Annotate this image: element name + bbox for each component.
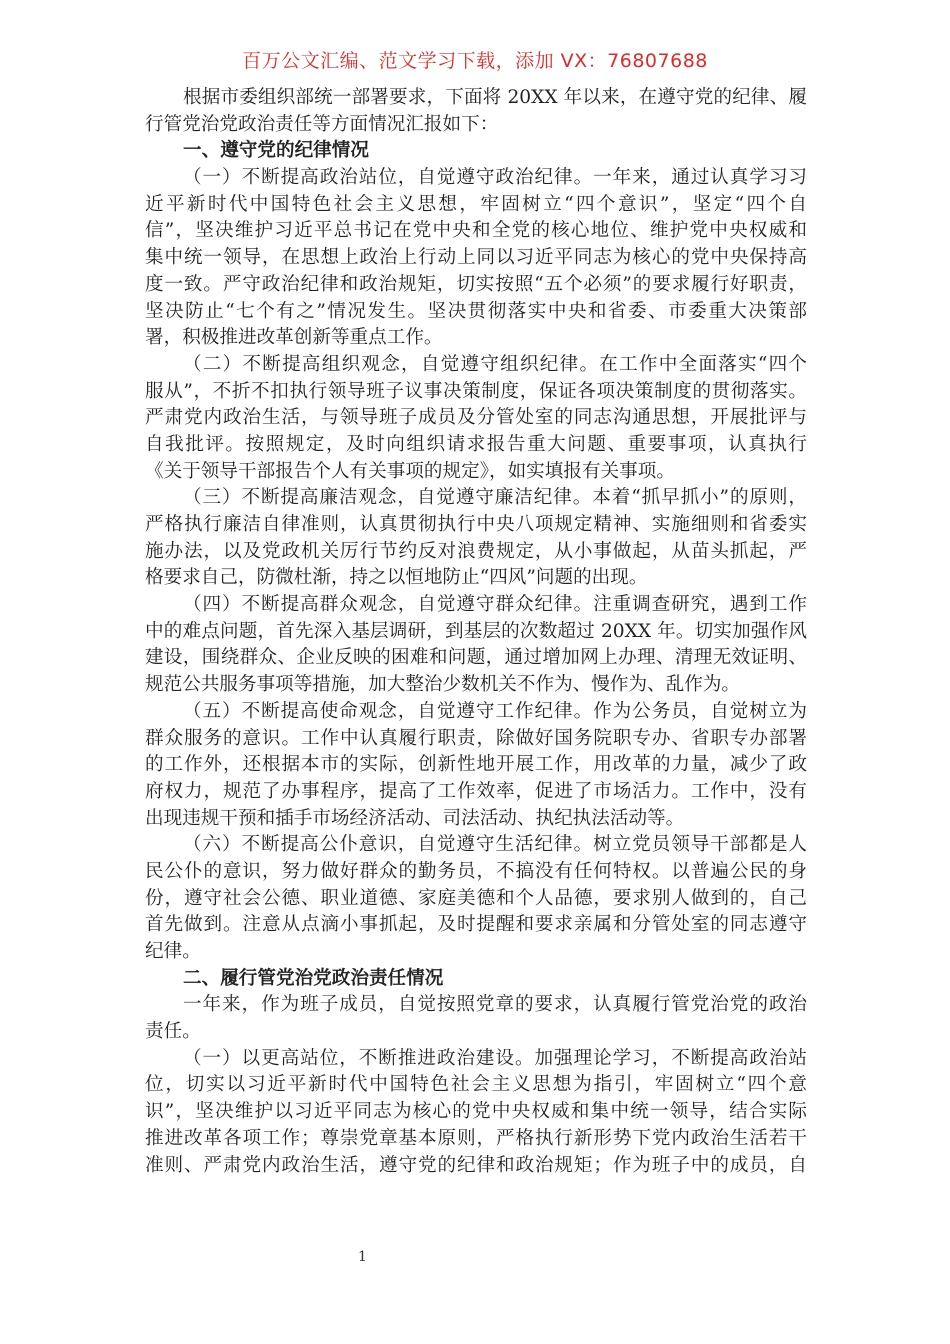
section-heading: [145, 138, 807, 165]
text-line: 责任。: [145, 1021, 201, 1043]
text-line: （四）不断提高群众观念，自觉遵守群众纪律。注重调查研究，遇到工作: [183, 594, 807, 616]
paragraph: [145, 165, 807, 352]
text-line: 中的难点问题，首先深入基层调研，到基层的次数超过 20XX 年。切实加强作风: [145, 620, 807, 642]
text-line: 位，切实以习近平新时代中国特色社会主义思想为指引，牢固树立“四个意: [145, 1074, 807, 1096]
text-line: 严格执行廉洁自律准则，认真贯彻执行中央八项规定精神、实施细则和省委实: [145, 514, 807, 535]
text-line: （六）不断提高公仆意识，自觉遵守生活纪律。树立党员领导干部都是人: [183, 834, 807, 856]
text-line: （一）不断提高政治站位，自觉遵守政治纪律。一年来，通过认真学习习: [183, 167, 807, 189]
watermark-header: 百万公文汇编、范文学习下载，添加 VX：76807688: [242, 50, 708, 72]
text-line: 府权力，规范了办事程序，提高了工作效率，促进了市场活力。工作中，没有: [145, 780, 807, 802]
paragraph: [145, 992, 807, 1045]
paragraph: [145, 352, 807, 485]
text-line: 服从”，不折不扣执行领导班子议事决策制度，保证各项决策制度的贯彻落实。: [145, 380, 807, 402]
text-line: 署，积极推进改革创新等重点工作。: [145, 327, 443, 349]
text-line: 民公仆的意识，努力做好群众的勤务员，不搞没有任何特权。以普遍公民的身: [145, 860, 807, 882]
text-line: 推进改革各项工作；尊崇党章基本原则，严格执行新形势下党内政治生活若干: [145, 1127, 807, 1149]
text-line: 一、遵守党的纪律情况: [183, 140, 369, 162]
text-line: 群众服务的意识。工作中认真履行职责，除做好国务院职专办、省职专办部署: [145, 727, 807, 749]
text-line: 坚决防止“七个有之”情况发生。坚决贯彻落实中央和省委、市委重大决策部: [145, 300, 807, 322]
paragraph: [145, 85, 807, 138]
page-number: 1: [358, 1249, 367, 1265]
text-line: 自我批评。按照规定，及时向组织请求报告重大问题、重要事项，认真执行: [145, 433, 807, 455]
document-body: [145, 85, 807, 1179]
text-line: 信”，坚决维护习近平总书记在党中央和全党的核心地位、维护党中央权威和: [145, 220, 807, 242]
text-line: （三）不断提高廉洁观念，自觉遵守廉洁纪律。本着“抓早抓小”的原则，: [183, 487, 807, 509]
paragraph: [145, 699, 807, 832]
text-line: 近平新时代中国特色社会主义思想，牢固树立“四个意识”，坚定“四个自: [145, 193, 807, 215]
text-line: 严肃党内政治生活，与领导班子成员及分管处室的同志沟通思想，开展批评与: [145, 407, 807, 429]
paragraph: [145, 832, 807, 965]
paragraph: [145, 1046, 807, 1179]
text-line: 识”，坚决维护以习近平同志为核心的党中央权威和集中统一领导，结合实际: [145, 1101, 807, 1123]
paragraph: [145, 485, 807, 592]
text-line: 准则、严肃党内政治生活，遵守党的纪律和政治规矩；作为班子中的成员，自: [145, 1154, 807, 1176]
text-line: 的工作外，还根据本市的实际，创新性地开展工作，用改革的力量，减少了政: [145, 754, 807, 776]
text-line: 《关于领导干部报告个人有关事项的规定》，如实填报有关事项。: [145, 460, 675, 482]
text-line: 二、履行管党治党政治责任情况: [183, 967, 444, 989]
text-line: 建设，围绕群众、企业反映的困难和问题，通过增加网上办理、清理无效证明、: [145, 647, 807, 669]
text-line: （五）不断提高使命观念，自觉遵守工作纪律。作为公务员，自觉树立为: [183, 700, 807, 722]
text-line: 份，遵守社会公德、职业道德、家庭美德和个人品德，要求别人做到的，自己: [145, 887, 807, 909]
text-line: 根据市委组织部统一部署要求，下面将 20XX 年以来，在遵守党的纪律、履: [183, 87, 807, 108]
text-line: 纪律。: [145, 941, 201, 962]
text-line: （二）不断提高组织观念，自觉遵守组织纪律。在工作中全面落实“四个: [183, 353, 807, 375]
section-heading: [145, 966, 807, 993]
text-line: 集中统一领导，在思想上政治上行动上同以习近平同志为核心的党中央保持高: [145, 247, 807, 269]
text-line: 出现违规干预和插手市场经济活动、司法活动、执纪执法活动等。: [145, 807, 685, 829]
text-line: 首先做到。注意从点滴小事抓起，及时提醒和要求亲属和分管处室的同志遵守: [145, 914, 807, 936]
text-line: （一）以更高站位，不断推进政治建设。加强理论学习，不断提高政治站: [183, 1047, 807, 1069]
text-line: 度一致。严守政治纪律和政治规矩，切实按照“五个必须”的要求履行好职责，: [145, 273, 807, 295]
paragraph: [145, 592, 807, 699]
text-line: 规范公共服务事项等措施，加大整治少数机关不作为、慢作为、乱作为。: [145, 674, 741, 696]
text-line: 施办法，以及党政机关厉行节约反对浪费规定，从小事做起，从苗头抓起，严: [145, 540, 807, 562]
text-line: 行管党治党政治责任等方面情况汇报如下：: [145, 113, 499, 135]
text-line: 一年来，作为班子成员，自觉按照党章的要求，认真履行管党治党的政治: [183, 994, 807, 1016]
text-line: 格要求自己，防微杜渐，持之以恒地防止“四风”问题的出现。: [145, 567, 648, 589]
